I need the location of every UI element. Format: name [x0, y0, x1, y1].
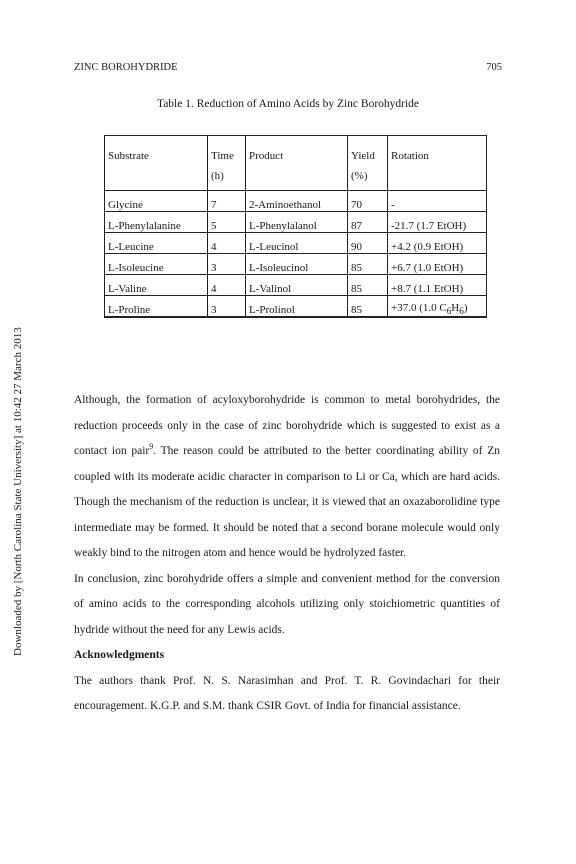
cell-time: 4 — [208, 275, 246, 296]
column-unit-time: (h) — [208, 167, 246, 191]
column-header-product: Product — [246, 136, 348, 168]
cell-rotation: -21.7 (1.7 EtOH) — [388, 212, 487, 233]
cell-time: 4 — [208, 233, 246, 254]
rotation-suffix: ) — [463, 301, 468, 314]
discussion-paragraph — [74, 388, 500, 567]
cell-substrate: L-Isoleucine — [105, 254, 208, 275]
cell-product: L-Leucinol — [246, 233, 348, 254]
results-table — [104, 135, 487, 318]
download-watermark: Downloaded by [North Carolina State University] at 10:42 27 March 2013 — [12, 327, 24, 656]
column-header-substrate: Substrate — [105, 136, 208, 168]
table-header-units-row — [105, 167, 487, 191]
cell-product: 2-Aminoethanol — [246, 191, 348, 212]
conclusion-paragraph: In conclusion, zinc borohydride offers a simple and convenient method for the conversion of amino acids to the corresponding alcohols utilizing only stoichiometric quantities of hydride without the need for any Lewis acids. — [74, 572, 500, 636]
cell-yield: 87 — [348, 212, 388, 233]
column-unit-yield: (%) — [348, 167, 388, 191]
column-unit-substrate — [105, 167, 208, 191]
paragraph-text: . The reason could be attributed to the better coordinating ability of Zn coupled with its moderate acidic character in comparison to Li or Ca, which are hard acids. Though the mechanism of the reduction is unclear, it is viewed that an oxazaborolidine type intermediate may be formed. It should be noted that a second borane molecule would only weakly bind to the nitrogen atom and hence would be hydrolyzed faster. — [74, 445, 500, 559]
cell-substrate: L-Valine — [105, 275, 208, 296]
rotation-subscript: 6 — [459, 306, 464, 316]
table-row — [105, 212, 487, 233]
cell-yield: 85 — [348, 296, 388, 318]
cell-substrate: L-Phenylalanine — [105, 212, 208, 233]
table-row — [105, 296, 487, 318]
cell-product: L-Isoleucinol — [246, 254, 348, 275]
column-header-rotation: Rotation — [388, 136, 487, 168]
cell-time: 5 — [208, 212, 246, 233]
cell-time: 3 — [208, 296, 246, 318]
rotation-element: H — [451, 301, 460, 314]
acknowledgments-heading: Acknowledgments — [74, 649, 165, 661]
cell-yield: 90 — [348, 233, 388, 254]
cell-product: L-Valinol — [246, 275, 348, 296]
page-number: 705 — [486, 62, 502, 73]
column-header-yield: Yield — [348, 136, 388, 168]
cell-time: 7 — [208, 191, 246, 212]
cell-substrate: Glycine — [105, 191, 208, 212]
cell-rotation: - — [388, 191, 487, 212]
table-header-row — [105, 136, 487, 168]
cell-rotation: +6.7 (1.0 EtOH) — [388, 254, 487, 275]
rotation-prefix: +37.0 (1.0 C — [391, 301, 447, 314]
column-unit-product — [246, 167, 348, 191]
column-header-time: Time — [208, 136, 246, 168]
running-title: ZINC BOROHYDRIDE — [74, 62, 178, 73]
table-caption: Table 1. Reduction of Amino Acids by Zinc Borohydride — [156, 98, 420, 110]
cell-rotation: +4.2 (0.9 EtOH) — [388, 233, 487, 254]
acknowledgments-text: The authors thank Prof. N. S. Narasimhan and Prof. T. R. Govindachari for their encouragement. K.G.P. and S.M. thank CSIR Govt. of India for financial assistance. — [74, 674, 500, 712]
cell-product: L-Phenylalanol — [246, 212, 348, 233]
cell-substrate: L-Leucine — [105, 233, 208, 254]
reference-marker: 9 — [149, 442, 154, 452]
column-unit-rotation — [388, 167, 487, 191]
paragraph-text: Although, the formation of acyloxyborohydride is common to metal borohydrides, the reduction proceeds only in the case of zinc borohydride which is suggested to exist as a contact ion pair — [74, 394, 500, 457]
cell-yield: 85 — [348, 254, 388, 275]
table-row — [105, 254, 487, 275]
body-text — [74, 388, 500, 720]
cell-yield: 70 — [348, 191, 388, 212]
table-row — [105, 191, 487, 212]
cell-product: L-Prolinol — [246, 296, 348, 318]
rotation-subscript: 6 — [446, 306, 452, 316]
cell-time: 3 — [208, 254, 246, 275]
cell-rotation — [388, 296, 487, 318]
cell-substrate: L-Proline — [105, 296, 208, 318]
running-header — [74, 62, 502, 76]
cell-rotation: +8.7 (1.1 EtOH) — [388, 275, 487, 296]
table-row — [105, 275, 487, 296]
cell-yield: 85 — [348, 275, 388, 296]
table-row — [105, 233, 487, 254]
